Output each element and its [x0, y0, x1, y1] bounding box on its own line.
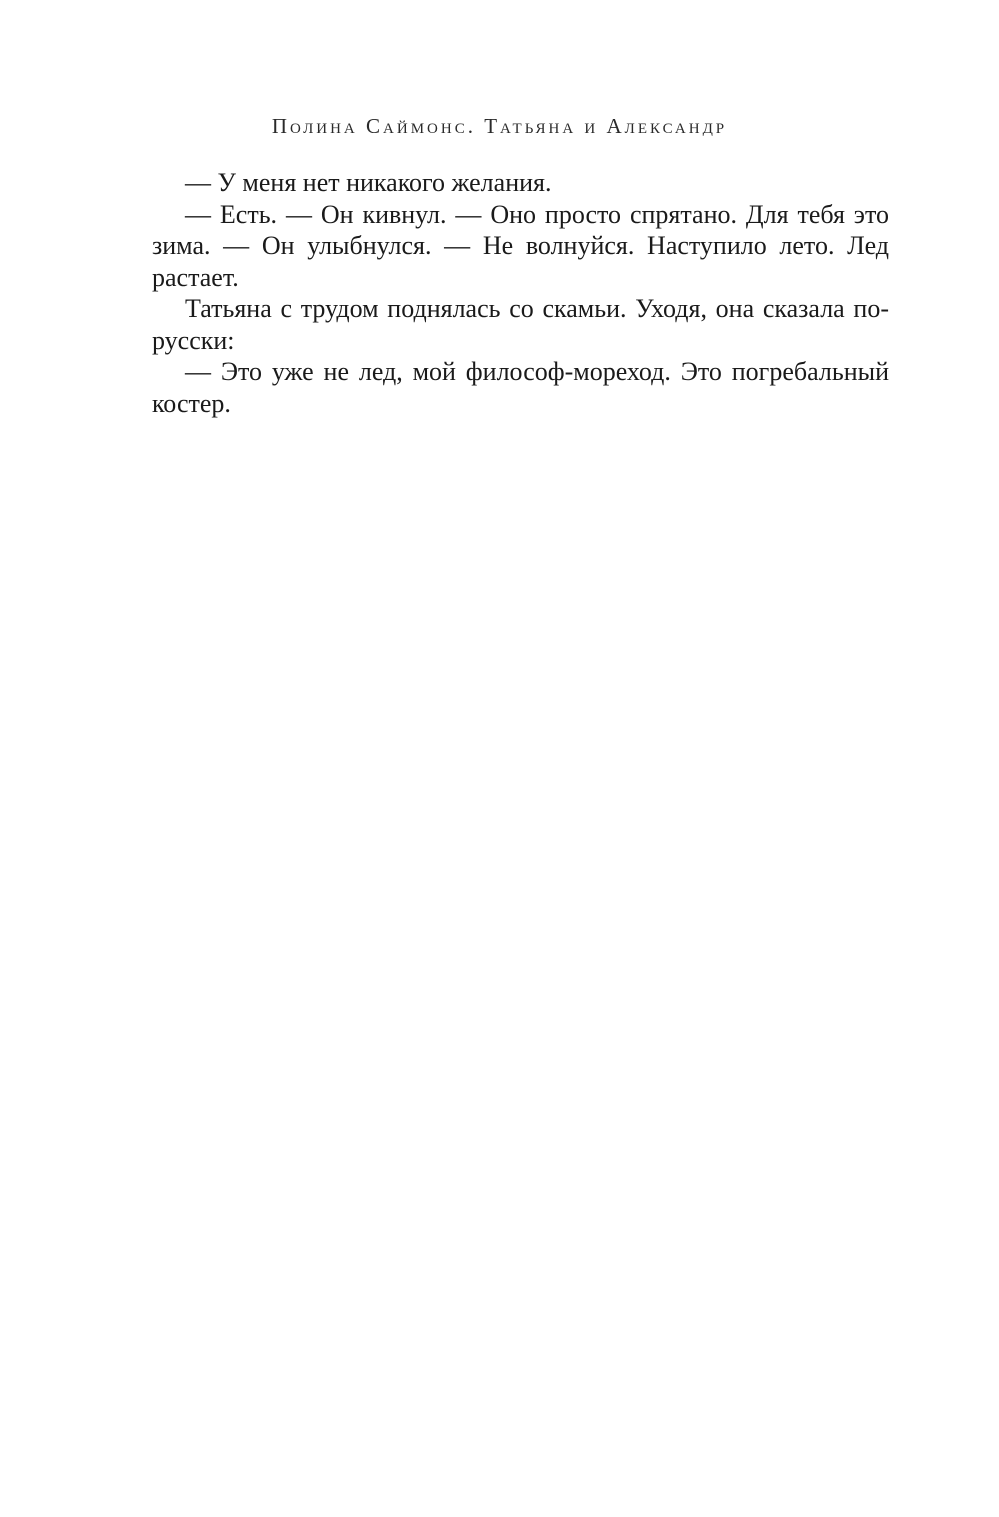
body-text — [152, 167, 889, 419]
running-header: Полина Саймонс. Татьяна и Александр — [271, 114, 728, 138]
paragraph: Татьяна с трудом поднялась со скамьи. Уходя, она сказала по-русски: — [152, 294, 889, 355]
paragraph: — У меня нет никакого желания. — [185, 168, 552, 197]
paragraph: — Есть. — Он кивнул. — Оно просто спрятано. Для тебя это зима. — Он улыбнулся. — Не волнуйся. Наступило лето. Лед растает. — [152, 199, 889, 292]
paragraph: — Это уже не лед, мой философ-мореход. Это погребальный костер. — [152, 357, 889, 418]
